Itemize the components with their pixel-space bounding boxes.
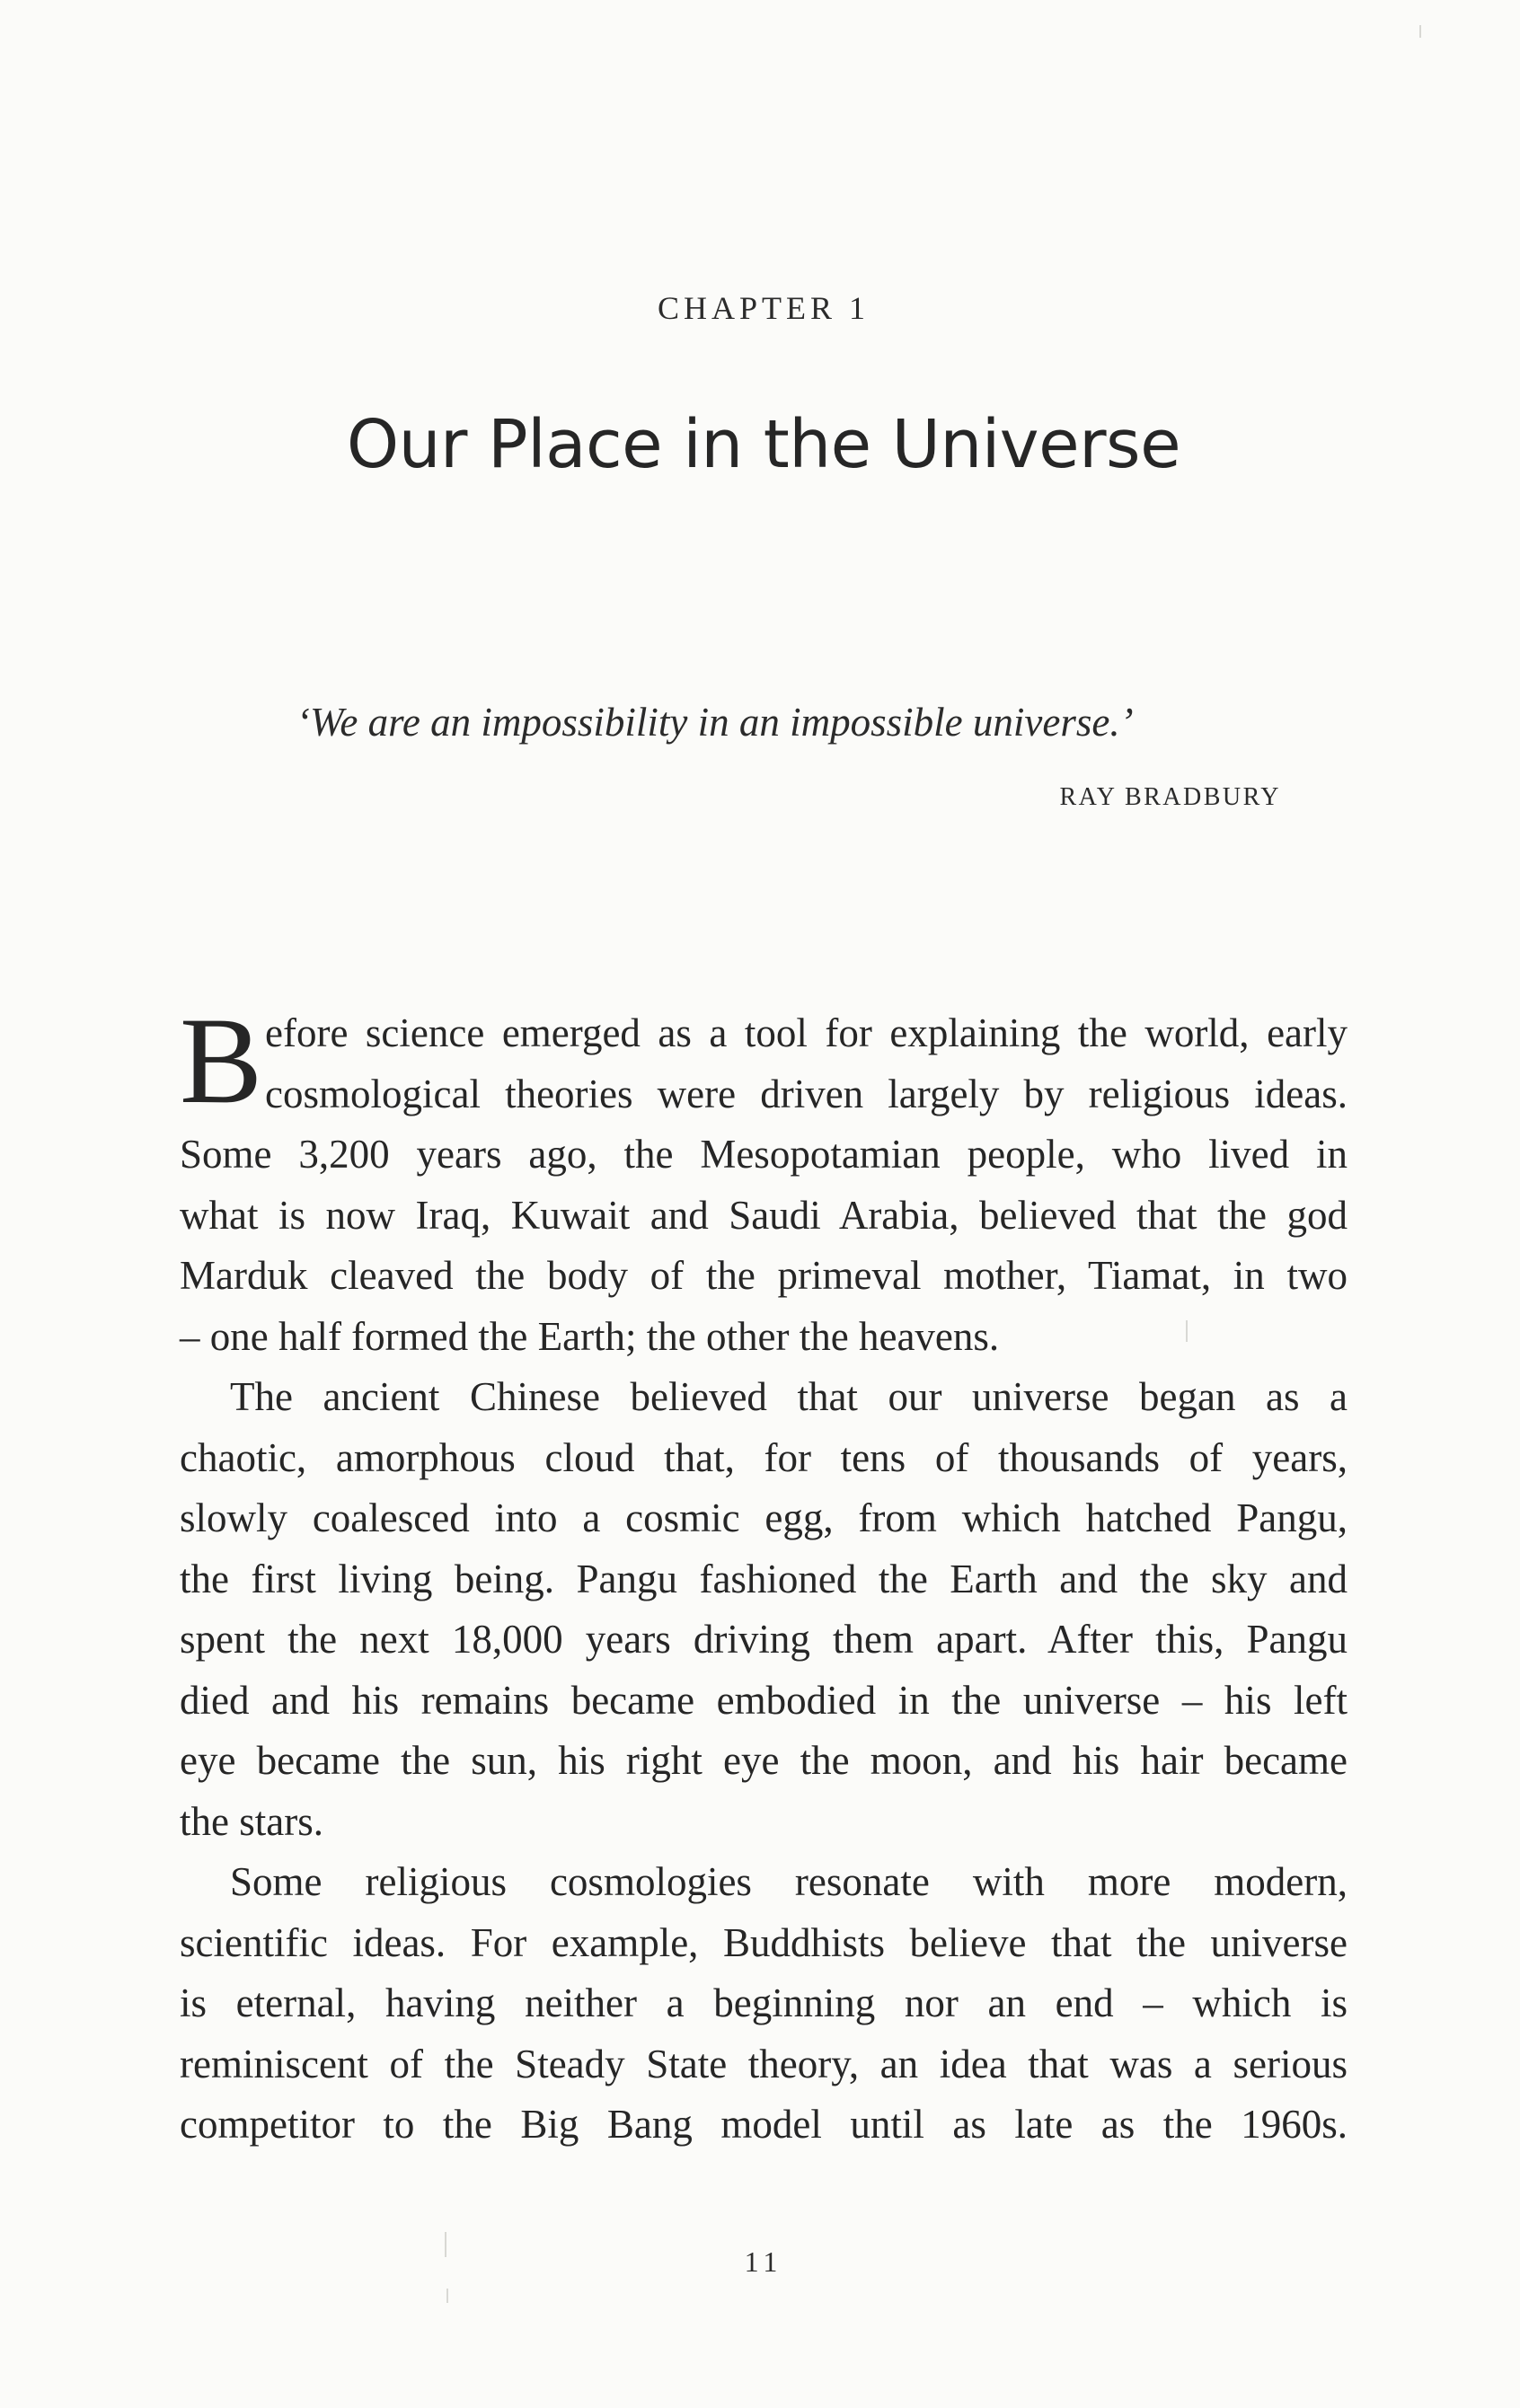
paragraph-2-line: eye became the sun, his right eye the moon, and his hair became xyxy=(180,1738,1348,1783)
epigraph-quote: ‘We are an impossibility in an impossible universe.’ xyxy=(296,700,1134,745)
paragraph-3-line: competitor to the Big Bang model until as late as the 1960s. xyxy=(180,2102,1348,2147)
paragraph-2-line: the stars. xyxy=(180,1798,323,1844)
paragraph-1-line: Marduk cleaved the body of the primeval mother, Tiamat, in two xyxy=(180,1253,1348,1298)
paragraph-3-line: is eternal, having neither a beginning nor an end – which is xyxy=(180,1980,1348,2025)
scan-speck xyxy=(1186,1320,1188,1342)
scan-speck xyxy=(1419,25,1421,38)
scan-speck xyxy=(445,2232,446,2257)
paragraph-1-line: efore science emerged as a tool for explaining the world, early xyxy=(265,1010,1348,1055)
drop-cap: B xyxy=(180,992,263,1129)
paragraph-2-line: slowly coalesced into a cosmic egg, from which hatched Pangu, xyxy=(180,1495,1348,1540)
paragraph-3-line: scientific ideas. For example, Buddhists believe that the universe xyxy=(180,1919,1348,1965)
scan-speck xyxy=(446,2289,448,2303)
paragraph-1-line: – one half formed the Earth; the other the heavens. xyxy=(180,1313,1000,1359)
paragraph-2-line: the first living being. Pangu fashioned the Earth and the sky and xyxy=(180,1556,1348,1601)
paragraph-3-line: Some religious cosmologies resonate with more modern, xyxy=(230,1859,1348,1904)
chapter-title: Our Place in the Universe xyxy=(346,406,1181,483)
paragraph-2-line: spent the next 18,000 years driving them apart. After this, Pangu xyxy=(180,1617,1348,1662)
paragraph-1-line: cosmological theories were driven largely by religious ideas. xyxy=(265,1071,1348,1116)
paragraph-2-line: chaotic, amorphous cloud that, for tens of thousands of years, xyxy=(180,1434,1348,1480)
paragraph-1-line: what is now Iraq, Kuwait and Saudi Arabia, believed that the god xyxy=(180,1192,1348,1238)
paragraph-1-line: Some 3,200 years ago, the Mesopotamian people, who lived in xyxy=(180,1132,1348,1177)
epigraph-author: RAY BRADBURY xyxy=(1059,783,1281,811)
paragraph-2-line: The ancient Chinese believed that our universe began as a xyxy=(230,1374,1348,1419)
paragraph-3-line: reminiscent of the Steady State theory, an idea that was a serious xyxy=(180,2041,1348,2086)
chapter-label: CHAPTER 1 xyxy=(657,290,870,326)
page-number: 11 xyxy=(744,2245,783,2278)
paragraph-2-line: died and his remains became embodied in the universe – his left xyxy=(180,1677,1348,1723)
body-text xyxy=(180,1003,1348,2156)
